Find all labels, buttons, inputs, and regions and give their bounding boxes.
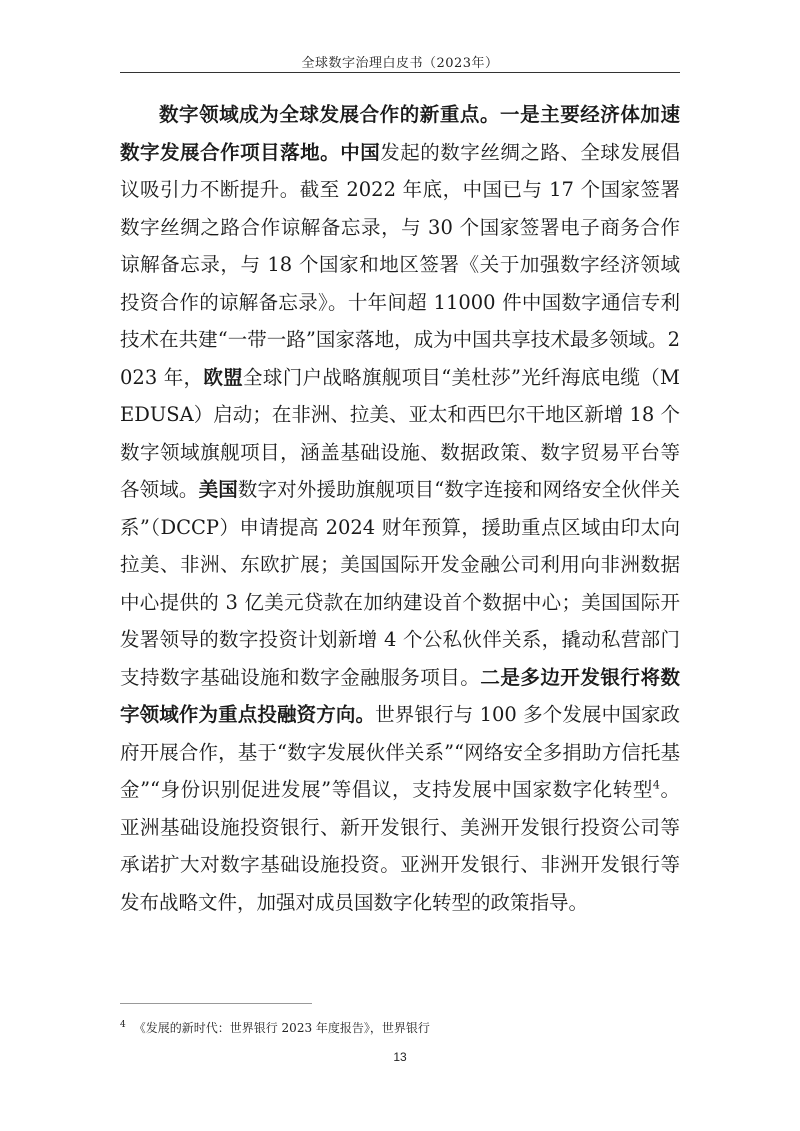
running-header-title: 全球数字治理白皮书（2023年） bbox=[301, 56, 499, 71]
lead-heading-bold: 数字领域成为全球发展合作的新重点。一是主要经济体加速数字发展合作项目落地。 bbox=[120, 103, 680, 164]
eu-section-text: 全球门户战略旗舰项目“美杜莎”光纤海底电缆（MEDUSA）启动；在非洲、拉美、亚太和西巴尔干地区新增 18 个数字领域旗舰项目，涵盖基础设施、数据政策、数字贸易平台等各领域。 bbox=[120, 365, 681, 501]
world-bank-text: 世界银行与 100 多个发展中国家政府开展合作，基于“数字发展伙伴关系”“网络安全多捐助方信托基金”“身份识别促进发展”等倡议，支持发展中国家数字化转型 bbox=[120, 703, 680, 801]
footnote bbox=[120, 1016, 680, 1037]
second-point-bold-heading: 二是多边开发银行将数字领域作为重点投融资方向。 bbox=[120, 665, 680, 726]
footnote-reference: 4 bbox=[652, 778, 660, 792]
us-section-text: 数字对外援助旗舰项目“数字连接和网络安全伙伴关系”（DCCP）申请提高 2024 财年预算，援助重点区域由印太向拉美、非洲、东欧扩展；美国国际开发金融公司利用向非洲数据中心提供的 3 亿美元贷款在加纳建设首个数据中心；美国国际开发署领导的数字投资计划新增 4 个公私伙伴关系，撬动私营部门支持数字基础设施和数字金融服务项目。 bbox=[120, 478, 680, 689]
page-number: 13 bbox=[393, 1050, 407, 1064]
china-section-text: 发起的数字丝绸之路、全球发展倡议吸引力不断提升。截至 2022 年底，中国已与 17 个国家签署数字丝绸之路合作谅解备忘录，与 30 个国家签署电子商务合作谅解备忘录，与 18 个国家和地区签署《关于加强数字经济领域投资合作的谅解备忘录》。十年间超 11000 件中国数字通信专利技术在共建“一带一路”国家落地，成为中国共享技术最多领域。2023 年， bbox=[120, 140, 680, 389]
footnote-divider bbox=[120, 1003, 312, 1004]
closing-text: 。亚洲基础设施投资银行、新开发银行、美洲开发银行投资公司等承诺扩大对数字基础设施投资。亚洲开发银行、非洲开发银行等发布战略文件，加强对成员国数字化转型的政策指导。 bbox=[120, 778, 680, 914]
body-paragraph bbox=[120, 96, 680, 921]
china-bold-label: 中国 bbox=[340, 140, 381, 164]
eu-bold-label: 欧盟 bbox=[203, 365, 244, 389]
us-bold-label: 美国 bbox=[198, 478, 238, 501]
footnote-text: 《发展的新时代：世界银行 2023 年度报告》，世界银行 bbox=[133, 1021, 430, 1035]
footnote-mark: 4 bbox=[120, 1020, 126, 1030]
header-divider bbox=[120, 72, 680, 73]
